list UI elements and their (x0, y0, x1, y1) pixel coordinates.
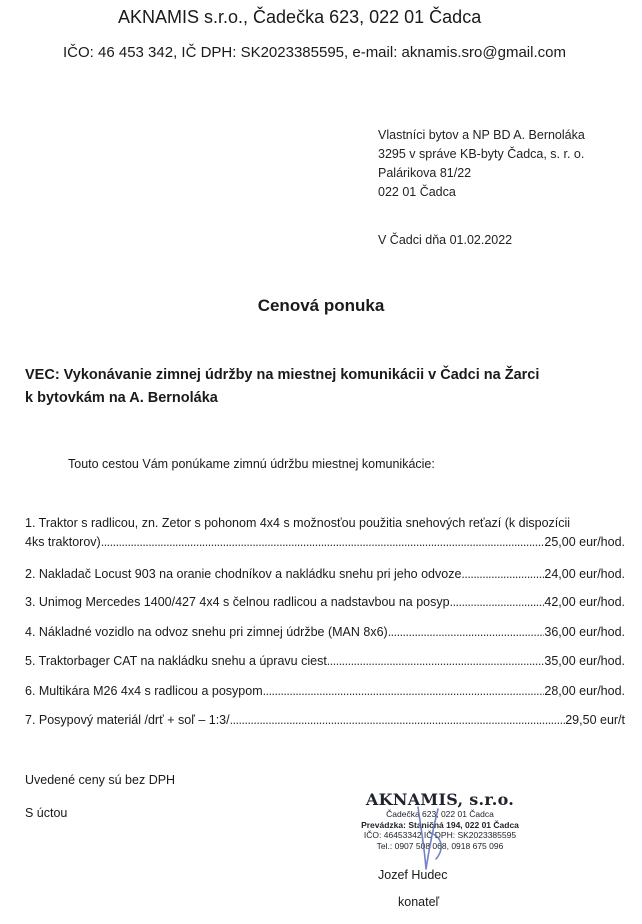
document-date: V Čadci dňa 01.02.2022 (378, 233, 513, 247)
dot-leader (101, 535, 545, 549)
price-item-3 (25, 595, 625, 609)
recipient-line-4: 022 01 Čadca (378, 185, 456, 199)
price-item-6 (25, 684, 625, 698)
recipient-line-1: Vlastníci bytov a NP BD A. Bernoláka (378, 128, 585, 142)
item-price: 28,00 eur/hod. (544, 684, 625, 698)
dot-leader (230, 713, 566, 727)
price-item-1-first-line: 1. Traktor s radlicou, zn. Zetor s pohonom 4x4 s možnosťou použitia snehových reťazí (k dispozícii (25, 516, 571, 530)
dot-leader (461, 567, 544, 581)
company-header: AKNAMIS s.r.o., Čadečka 623, 022 01 Čadca (118, 7, 482, 27)
signatory-role: konateľ (398, 895, 440, 909)
stamp-company-name: AKNAMIS, s.r.o. (365, 790, 515, 809)
stamp-ids: IČO: 46453342 IČ DPH: SK2023385595 (363, 830, 517, 840)
stamp-phone: Tel.: 0907 508 068, 0918 675 096 (376, 840, 504, 851)
dot-leader (327, 654, 545, 668)
recipient-line-3: Palárikova 81/22 (378, 166, 472, 180)
company-ids: IČO: 46 453 342, IČ DPH: SK2023385595, e-mail: aknamis.sro@gmail.com (63, 44, 566, 61)
price-item-1 (25, 535, 625, 549)
subject-line-2: k bytovkám na A. Bernoláka (25, 390, 218, 406)
vat-note: Uvedené ceny sú bez DPH (25, 773, 176, 787)
dot-leader (388, 625, 545, 639)
item-text: 4ks traktorov) (25, 535, 101, 549)
item-text: 3. Unimog Mercedes 1400/427 4x4 s čelnou radlicou a nadstavbou na posyp (25, 595, 450, 609)
item-text: 2. Nakladač Locust 903 na oranie chodníkov a nakládku snehu pri jeho odvoze (25, 567, 462, 581)
greeting: S úctou (25, 806, 68, 820)
item-text: 5. Traktorbager CAT na nakládku snehu a úpravu ciest (25, 654, 327, 668)
price-item-7 (25, 713, 625, 727)
price-item-5 (25, 654, 625, 668)
item-price: 42,00 eur/hod. (544, 595, 625, 609)
handwritten-signature (400, 803, 460, 873)
item-price: 36,00 eur/hod. (544, 625, 625, 639)
subject-line-1: VEC: Vykonávanie zimnej údržby na miestnej komunikácii v Čadci na Žarci (25, 367, 540, 383)
item-price: 35,00 eur/hod. (544, 654, 625, 668)
item-price: 29,50 eur/t (565, 713, 625, 727)
item-text: 7. Posypový materiál /drť + soľ – 1:3/ (25, 713, 230, 727)
signatory-name: Jozef Hudec (378, 868, 448, 882)
stamp-branch: Prevádzka: Staničná 194, 022 01 Čadca (361, 819, 519, 830)
item-text: 6. Multikára M26 4x4 s radlicou a posypom (25, 684, 263, 698)
dot-leader (450, 595, 545, 609)
document-title: Cenová ponuka (257, 296, 385, 315)
item-text: 4. Nákladné vozidlo na odvoz snehu pri zimnej údržbe (MAN 8x6) (25, 625, 388, 639)
recipient-line-2: 3295 v správe KB-byty Čadca, s. r. o. (378, 147, 585, 161)
dot-leader (263, 684, 545, 698)
item-price: 24,00 eur/hod. (544, 567, 625, 581)
item-price: 25,00 eur/hod. (544, 535, 625, 549)
intro-text: Touto cestou Vám ponúkame zimnú údržbu miestnej komunikácie: (68, 457, 435, 471)
price-item-4 (25, 625, 625, 639)
price-item-2 (25, 567, 625, 581)
stamp-address: Čadečka 623, 022 01 Čadca (386, 809, 494, 819)
